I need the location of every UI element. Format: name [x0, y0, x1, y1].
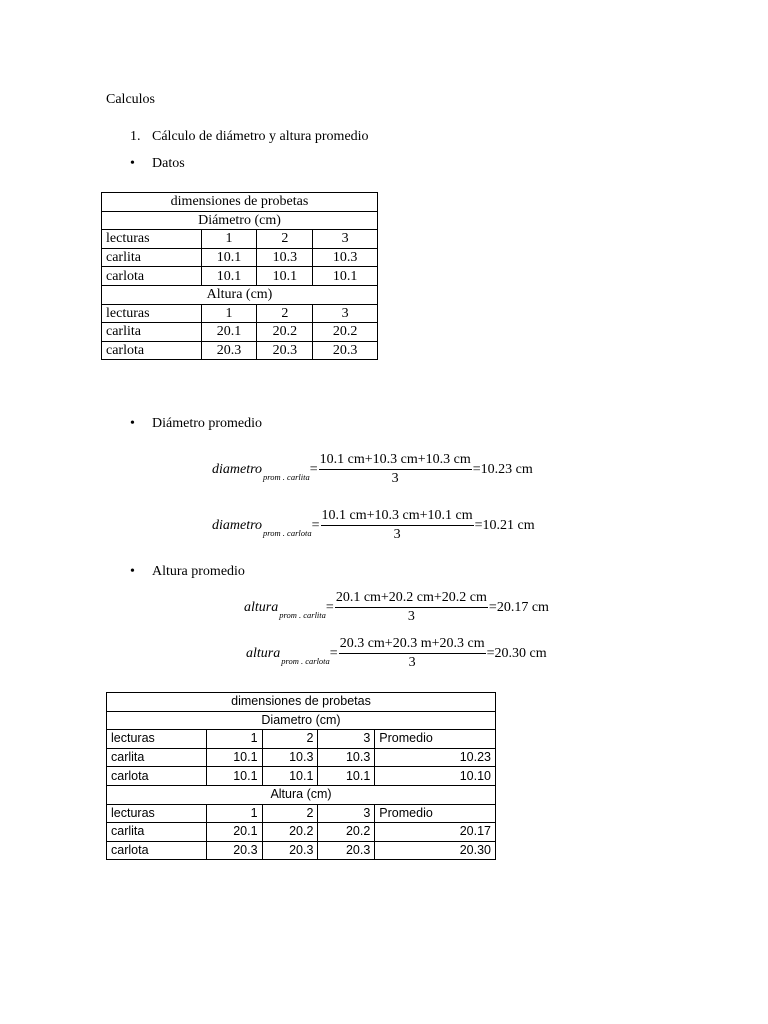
table-cell: 20.17: [375, 823, 496, 842]
bullet-text: Altura promedio: [152, 564, 245, 579]
bullet-datos: [130, 156, 185, 172]
equation-altura-carlota: [246, 636, 547, 671]
eq-equals: =: [329, 645, 338, 661]
eq-numerator: 20.1 cm+20.2 cm+20.2 cm: [335, 590, 488, 608]
eq-fraction: [321, 508, 474, 543]
table-cell: lecturas: [107, 730, 207, 749]
table-row: [107, 711, 496, 730]
table-cell: 10.1: [206, 748, 262, 767]
table-cell: 3: [313, 304, 378, 323]
table-cell: carlita: [102, 248, 202, 267]
eq-result: =20.17 cm: [488, 599, 549, 615]
table-cell: 20.1: [201, 323, 257, 342]
table-cell: 20.3: [201, 341, 257, 360]
table-row: [107, 823, 496, 842]
eq-subscript: prom . carlota: [281, 655, 330, 666]
table-cell: carlita: [107, 748, 207, 767]
eq-subscript: prom . carlota: [263, 527, 312, 538]
table-cell: 10.1: [257, 267, 313, 286]
eq-fraction: [319, 452, 472, 487]
numbered-item: [130, 129, 369, 145]
table-cell: 10.1: [318, 767, 375, 786]
table-cell: 20.2: [262, 823, 318, 842]
table-cell: lecturas: [107, 804, 207, 823]
table-row: [107, 804, 496, 823]
table-cell: 20.30: [375, 841, 496, 860]
table-cell: carlota: [102, 267, 202, 286]
table-row: [107, 841, 496, 860]
table-cell: carlota: [107, 767, 207, 786]
eq-lhs: altura: [244, 599, 279, 615]
eq-lhs: altura: [246, 645, 281, 661]
bullet-text: Datos: [152, 156, 185, 171]
table-title: dimensiones de probetas: [102, 193, 378, 212]
table-cell: 20.1: [206, 823, 262, 842]
table-cell: 3: [318, 804, 375, 823]
table-cell: 10.1: [206, 767, 262, 786]
table-cell: 1: [201, 230, 257, 249]
table-cell: lecturas: [102, 230, 202, 249]
table-row: [102, 323, 378, 342]
table-cell: 3: [318, 730, 375, 749]
eq-numerator: 10.1 cm+10.3 cm+10.3 cm: [319, 452, 472, 470]
table-cell: 2: [262, 804, 318, 823]
section-header: Altura (cm): [102, 285, 378, 304]
table-cell: 20.3: [262, 841, 318, 860]
table-cell: 1: [206, 804, 262, 823]
eq-fraction: [339, 636, 486, 671]
eq-lhs: diametro: [212, 517, 263, 533]
eq-denominator: 3: [408, 655, 416, 670]
eq-equals: =: [311, 517, 320, 533]
eq-subscript: prom . carlita: [279, 609, 326, 620]
page-heading: Calculos: [106, 92, 155, 107]
equation-diametro-carlita: [212, 452, 533, 487]
table-cell: 20.2: [318, 823, 375, 842]
table-row: [102, 285, 378, 304]
table-cell: 20.3: [313, 341, 378, 360]
table-row: [107, 785, 496, 804]
table-cell: 2: [257, 304, 313, 323]
table-cell: 10.1: [262, 767, 318, 786]
table-cell: Promedio: [375, 730, 496, 749]
table-cell: 3: [313, 230, 378, 249]
table-title: dimensiones de probetas: [107, 693, 496, 712]
table-cell: carlita: [102, 323, 202, 342]
table-row: [102, 193, 378, 212]
table-cell: 10.1: [313, 267, 378, 286]
section-header: Altura (cm): [107, 785, 496, 804]
table-cell: carlita: [107, 823, 207, 842]
table-row: [102, 211, 378, 230]
table-row: [102, 230, 378, 249]
table-cell: 2: [257, 230, 313, 249]
table-cell: 1: [206, 730, 262, 749]
table-cell: 10.3: [313, 248, 378, 267]
table-row: [102, 248, 378, 267]
bullet-glyph: •: [130, 564, 135, 579]
eq-numerator: 20.3 cm+20.3 m+20.3 cm: [339, 636, 486, 654]
table-row: [107, 730, 496, 749]
bullet-glyph: •: [130, 156, 135, 171]
table-cell: carlota: [102, 341, 202, 360]
table-cell: 2: [262, 730, 318, 749]
table-cell: 20.3: [206, 841, 262, 860]
eq-denominator: 3: [393, 527, 401, 542]
eq-denominator: 3: [407, 609, 415, 624]
table-cell: 20.2: [257, 323, 313, 342]
equation-diametro-carlota: [212, 508, 535, 543]
eq-subscript: prom . carlita: [263, 471, 310, 482]
list-number: 1.: [130, 129, 141, 144]
dimensions-table-1: [101, 192, 378, 360]
table-cell: 10.1: [201, 267, 257, 286]
bullet-glyph: •: [130, 416, 135, 431]
dimensions-table-2: [106, 692, 496, 860]
table-cell: 10.10: [375, 767, 496, 786]
table-cell: 20.2: [313, 323, 378, 342]
table-row: [102, 267, 378, 286]
bullet-diametro: [130, 416, 263, 432]
table-cell: 10.3: [262, 748, 318, 767]
table-cell: 10.1: [201, 248, 257, 267]
eq-equals: =: [325, 599, 334, 615]
section-header: Diámetro (cm): [102, 211, 378, 230]
section-header: Diametro (cm): [107, 711, 496, 730]
table-cell: carlota: [107, 841, 207, 860]
eq-result: =20.30 cm: [486, 645, 547, 661]
table-cell: 10.3: [318, 748, 375, 767]
bullet-text: Diámetro promedio: [152, 416, 263, 431]
eq-denominator: 3: [391, 471, 399, 486]
list-text: Cálculo de diámetro y altura promedio: [152, 129, 369, 144]
table-row: [107, 748, 496, 767]
table-cell: 1: [201, 304, 257, 323]
eq-lhs: diametro: [212, 461, 263, 477]
table-cell: 20.3: [318, 841, 375, 860]
bullet-altura: [130, 564, 245, 580]
table-row: [102, 304, 378, 323]
table-row: [102, 341, 378, 360]
eq-result: =10.23 cm: [472, 461, 533, 477]
equation-altura-carlita: [244, 590, 549, 625]
table-row: [107, 767, 496, 786]
table-cell: Promedio: [375, 804, 496, 823]
table-cell: 10.3: [257, 248, 313, 267]
table-cell: lecturas: [102, 304, 202, 323]
eq-equals: =: [309, 461, 318, 477]
table-row: [107, 693, 496, 712]
eq-fraction: [335, 590, 488, 625]
table-cell: 20.3: [257, 341, 313, 360]
eq-numerator: 10.1 cm+10.3 cm+10.1 cm: [321, 508, 474, 526]
eq-result: =10.21 cm: [474, 517, 535, 533]
table-cell: 10.23: [375, 748, 496, 767]
